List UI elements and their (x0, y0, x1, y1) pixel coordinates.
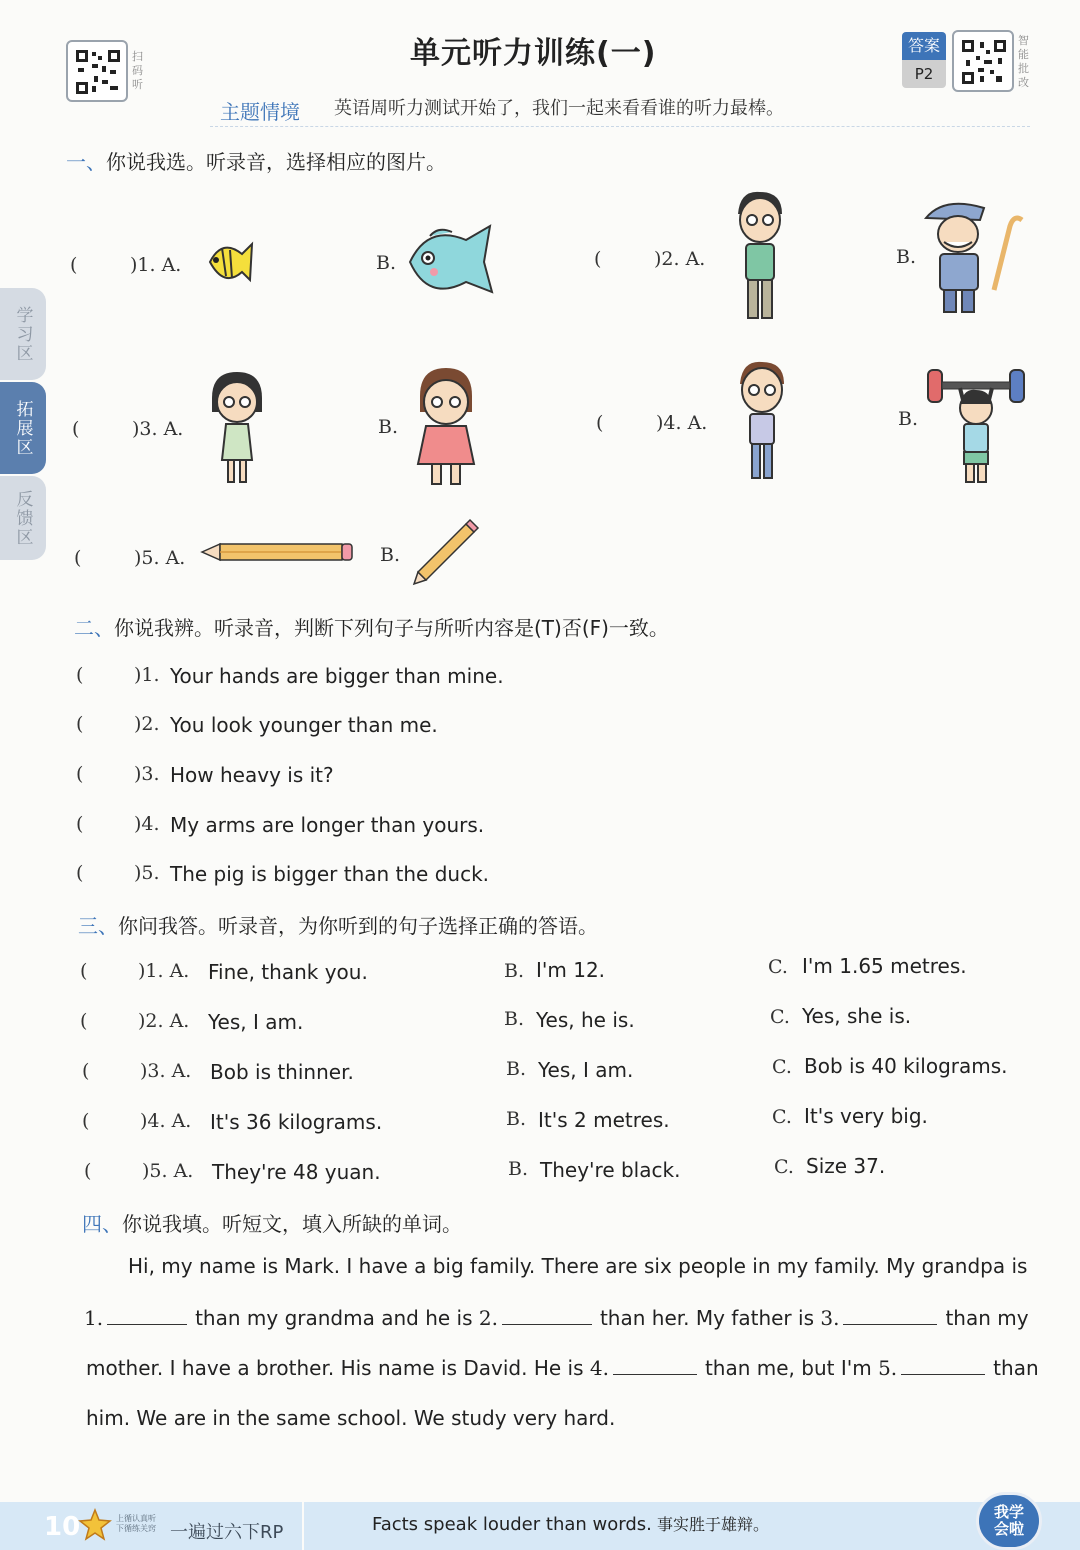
footer-divider (302, 1502, 304, 1550)
option-b-label: B. (504, 960, 525, 982)
option-b-text: I'm 12. (536, 958, 606, 982)
answer-paren[interactable]: ( (84, 1160, 92, 1182)
weightlifter-image[interactable] (924, 362, 1028, 486)
brand-small-text: 上循认真听 下循练关窍 (116, 1514, 156, 1533)
passage-text: than my (945, 1306, 1029, 1330)
star-mascot-icon (78, 1508, 112, 1542)
question-number: )1. A. (138, 960, 190, 982)
choice-item (84, 1154, 1044, 1190)
answer-badge[interactable] (902, 32, 946, 90)
blank-number: 3. (820, 1306, 840, 1330)
theme-underline (210, 126, 1030, 127)
answer-paren[interactable]: ( (80, 1010, 88, 1032)
motto (372, 1512, 769, 1535)
option-a-text: It's 36 kilograms. (210, 1110, 383, 1134)
learned-badge-label: 我学会啦 (993, 1503, 1024, 1538)
answer-paren[interactable]: ( (82, 1110, 90, 1132)
answer-paren[interactable]: ( (76, 664, 84, 686)
side-tab-label: 学习区 (12, 305, 33, 363)
heavy-girl-image[interactable] (410, 364, 482, 488)
question-number: )5. A. (134, 547, 186, 569)
theme-label: 主题情境 (220, 100, 300, 124)
answer-paren[interactable]: ( (76, 813, 84, 835)
learned-badge[interactable] (976, 1492, 1042, 1550)
blank-5-input[interactable] (901, 1356, 985, 1375)
question-number: )3. (134, 763, 160, 785)
answer-paren[interactable]: ( (80, 960, 88, 982)
option-b-text: They're black. (540, 1158, 681, 1182)
tf-item (76, 713, 776, 741)
small-fish-image[interactable] (200, 232, 256, 294)
question-number: )1. A. (130, 254, 182, 276)
statement-text: You look younger than me. (170, 713, 438, 737)
question-number: )4. A. (140, 1110, 192, 1132)
qr-code-icon (76, 50, 120, 94)
choice-item (80, 954, 1040, 990)
section-number: 三、 (78, 914, 118, 938)
old-man-image[interactable] (922, 196, 1028, 316)
passage-text: than her. My father is (599, 1306, 814, 1330)
option-c-text: Size 37. (806, 1154, 886, 1178)
boy-image[interactable] (732, 358, 792, 482)
long-pencil-image[interactable] (200, 540, 356, 564)
blank-number: 5. (878, 1356, 898, 1380)
answer-paren[interactable]: ( (70, 254, 78, 276)
answer-page: P2 (902, 60, 946, 88)
answer-paren[interactable]: ( (594, 248, 602, 270)
thin-girl-image[interactable] (204, 368, 270, 486)
option-c-text: I'm 1.65 metres. (802, 954, 967, 978)
option-b-text: It's 2 metres. (538, 1108, 670, 1132)
section-number: 四、 (82, 1212, 122, 1236)
statement-text: How heavy is it? (170, 763, 334, 787)
blank-number: 4. (589, 1356, 609, 1380)
smart-grading-qr-code[interactable] (952, 30, 1014, 92)
option-b-label: B. (506, 1108, 527, 1130)
option-a-text: They're 48 yuan. (212, 1160, 381, 1184)
option-c-label: C. (772, 1056, 792, 1078)
blank-2-input[interactable] (502, 1306, 592, 1325)
side-tab-label: 拓展区 (12, 399, 33, 457)
option-a-text: Yes, I am. (208, 1010, 304, 1034)
side-tab-study[interactable] (0, 288, 46, 380)
question-number: )5. (134, 862, 160, 884)
smart-grading-label: 智能批改 (1018, 34, 1029, 89)
option-b-label: B. (504, 1008, 525, 1030)
answer-paren[interactable]: ( (74, 547, 82, 569)
section-title: 你说我选。听录音，选择相应的图片。 (106, 150, 446, 174)
section-title: 你说我填。听短文，填入所缺的单词。 (122, 1212, 462, 1236)
tf-item (76, 763, 776, 791)
blank-number: 2. (478, 1306, 498, 1330)
option-b-label: B. (376, 252, 397, 274)
motto-chinese: 事实胜于雄辩。 (656, 1515, 769, 1534)
page-title: 单元听力训练(一) (410, 36, 657, 71)
option-b-label: B. (380, 544, 401, 566)
option-b-label: B. (378, 416, 399, 438)
option-c-label: C. (774, 1156, 794, 1178)
question-number: )2. (134, 713, 160, 735)
section-3-heading (78, 910, 598, 939)
section-1-heading (66, 146, 446, 175)
answer-paren[interactable]: ( (82, 1060, 90, 1082)
option-b-label: B. (508, 1158, 529, 1180)
motto-english: Facts speak louder than words. (372, 1514, 652, 1535)
tf-item (76, 862, 776, 890)
scan-listen-label: 扫码听 (132, 50, 143, 91)
section-4-heading (82, 1208, 462, 1237)
theme-text: 英语周听力测试开始了，我们一起来看看谁的听力最棒。 (334, 98, 784, 119)
passage-line-3 (86, 1356, 1039, 1380)
side-tab-extend[interactable] (0, 382, 46, 474)
passage-text: mother. I have a brother. His name is David. He is (86, 1356, 584, 1380)
statement-text: My arms are longer than yours. (170, 813, 485, 837)
section-number: 一、 (66, 150, 106, 174)
question-number: )4. A. (656, 412, 708, 434)
option-b-text: Yes, he is. (536, 1008, 635, 1032)
passage-text: than me, but I'm (704, 1356, 872, 1380)
side-tab-feedback[interactable] (0, 476, 46, 560)
section-title: 你问我答。听录音，为你听到的句子选择正确的答语。 (118, 914, 598, 938)
passage-line-1: Hi, my name is Mark. I have a big family. There are six people in my family. My grandpa is (128, 1254, 1028, 1278)
option-b-label: B. (898, 408, 919, 430)
section-title: 你说我辨。听录音，判断下列句子与所听内容是(T)否(F)一致。 (114, 616, 669, 640)
short-pencil-image[interactable] (408, 518, 480, 588)
passage-text: than my grandma and he is (195, 1306, 473, 1330)
scan-listen-qr-code[interactable] (66, 40, 128, 102)
section-number: 二、 (74, 616, 114, 640)
answer-paren[interactable]: ( (76, 713, 84, 735)
answer-paren[interactable]: ( (596, 412, 604, 434)
blank-1-input[interactable] (107, 1306, 187, 1325)
choice-item (82, 1104, 1042, 1140)
option-a-text: Fine, thank you. (208, 960, 368, 984)
statement-text: The pig is bigger than the duck. (170, 862, 490, 886)
answer-paren[interactable]: ( (76, 763, 84, 785)
answer-label: 答案 (902, 32, 946, 60)
question-number: )2. A. (138, 1010, 190, 1032)
option-b-label: B. (896, 246, 917, 268)
option-c-text: It's very big. (804, 1104, 928, 1128)
big-fish-image[interactable] (404, 220, 496, 302)
option-c-label: C. (768, 956, 788, 978)
answer-paren[interactable]: ( (72, 418, 80, 440)
passage-line-4: him. We are in the same school. We study very hard. (86, 1406, 616, 1430)
blank-3-input[interactable] (843, 1306, 937, 1325)
question-number: )4. (134, 813, 160, 835)
choice-item (82, 1054, 1042, 1090)
side-tab-label: 反馈区 (12, 489, 33, 547)
question-number: )1. (134, 664, 160, 686)
question-number: )2. A. (654, 248, 706, 270)
brand-name: 一遍过六下RP (170, 1522, 284, 1543)
answer-paren[interactable]: ( (76, 862, 84, 884)
option-b-text: Yes, I am. (538, 1058, 634, 1082)
option-c-text: Yes, she is. (802, 1004, 912, 1028)
choice-item (80, 1004, 1040, 1040)
option-c-label: C. (772, 1106, 792, 1128)
page-number: 10 (44, 1512, 81, 1542)
tf-item (76, 813, 776, 841)
question-number: )3. A. (132, 418, 184, 440)
option-c-text: Bob is 40 kilograms. (804, 1054, 1008, 1078)
tf-item (76, 664, 776, 692)
option-c-label: C. (770, 1006, 790, 1028)
option-b-label: B. (506, 1058, 527, 1080)
question-number: )3. A. (140, 1060, 192, 1082)
question-number: )5. A. (142, 1160, 194, 1182)
section-2-heading (74, 612, 669, 641)
statement-text: Your hands are bigger than mine. (170, 664, 504, 688)
passage-text: than (993, 1356, 1039, 1380)
blank-number: 1. (84, 1306, 104, 1330)
passage-line-2 (84, 1306, 1029, 1330)
blank-4-input[interactable] (613, 1356, 697, 1375)
option-a-text: Bob is thinner. (210, 1060, 354, 1084)
qr-code-icon (962, 40, 1006, 84)
young-man-image[interactable] (726, 188, 794, 324)
